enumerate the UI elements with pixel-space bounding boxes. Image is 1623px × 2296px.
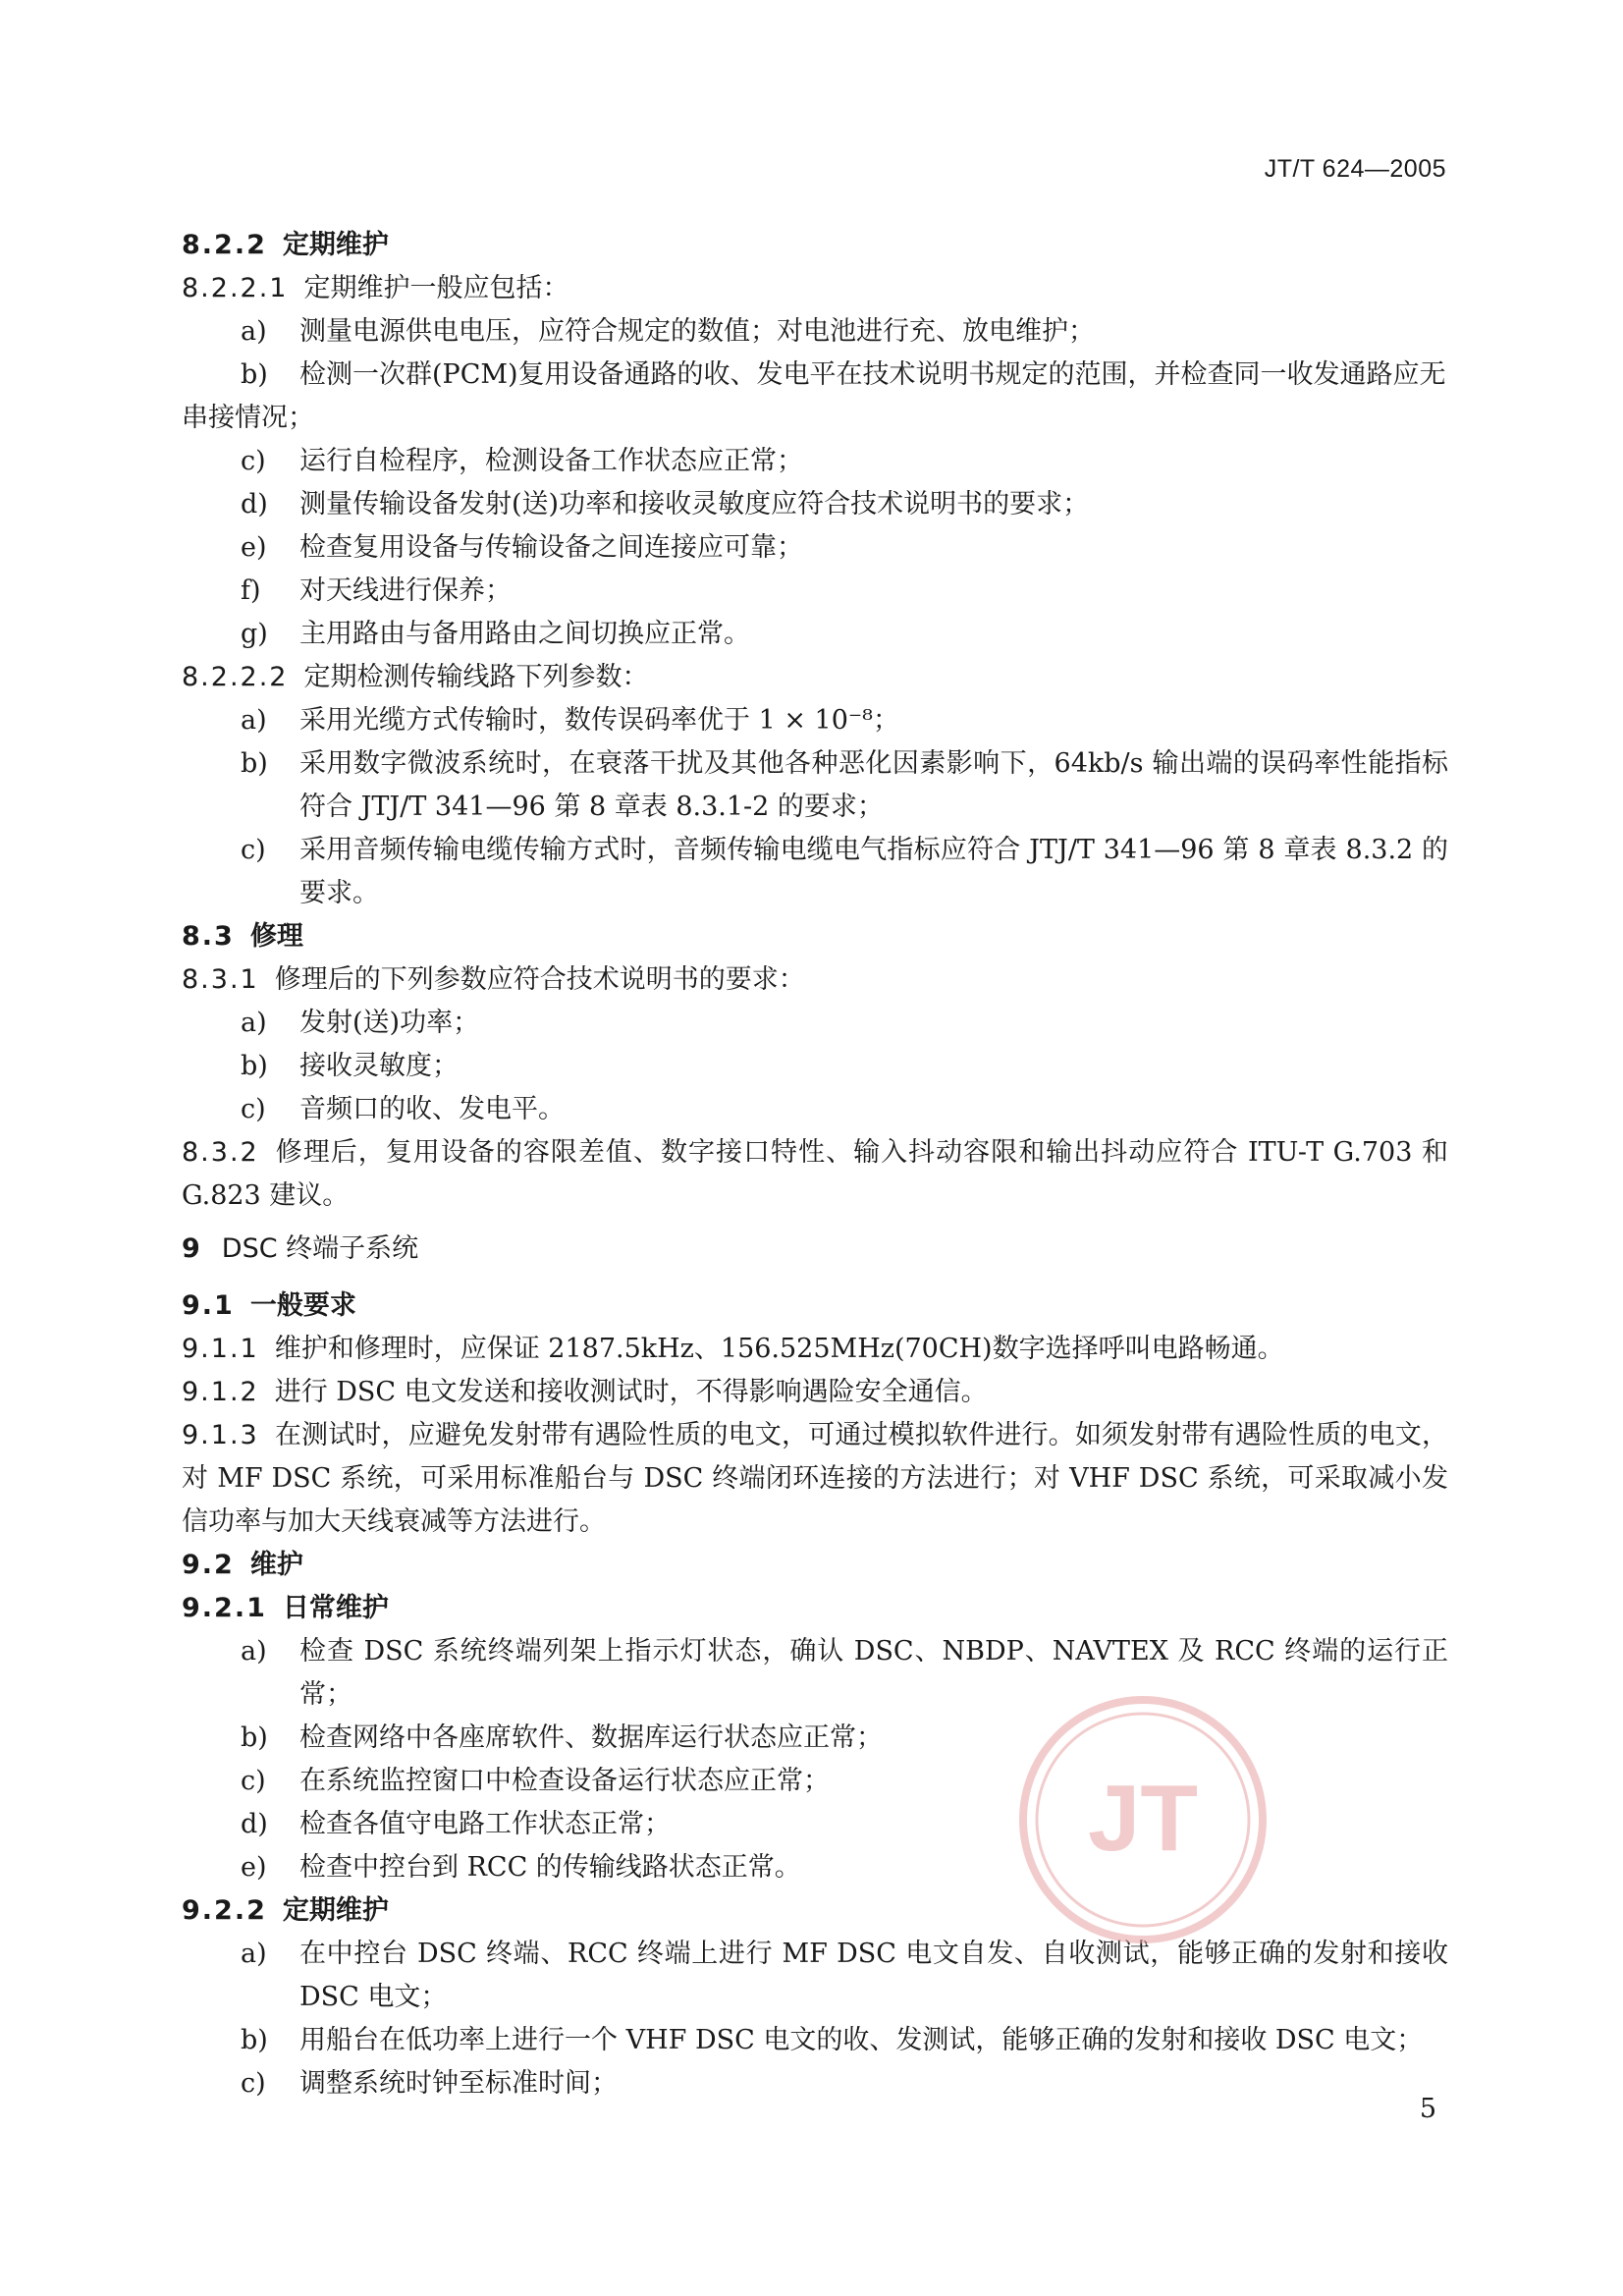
list-item bbox=[182, 1088, 1448, 1131]
list-item-text: 检查复用设备与传输设备之间连接应可靠； bbox=[299, 532, 803, 563]
list-item-marker: e) bbox=[241, 532, 267, 563]
list-item-text: 检查中控台到 RCC 的传输线路状态正常。 bbox=[299, 1852, 801, 1883]
list-item bbox=[182, 2019, 1448, 2062]
section-title: 修理 bbox=[249, 921, 303, 952]
list-item bbox=[182, 742, 1448, 829]
section-number: 9.2.2 bbox=[182, 1895, 267, 1926]
list-item-text: 主用路由与备用路由之间切换应正常。 bbox=[299, 619, 750, 649]
list-item bbox=[182, 699, 1448, 742]
list-item-text: 采用音频传输电缆传输方式时，音频传输电缆电气指标应符合 JTJ/T 341—96 第 8 章表 8.3.2 的要求。 bbox=[299, 835, 1448, 908]
list-item bbox=[182, 440, 1448, 483]
list-item bbox=[182, 354, 1448, 440]
section-title: 定期维护 bbox=[282, 230, 389, 260]
clause-text: 修理后的下列参数应符合技术说明书的要求： bbox=[274, 964, 805, 995]
section-number: 8.2.2 bbox=[182, 230, 267, 260]
clause-number: 8.2.2.1 bbox=[182, 273, 289, 303]
section-title: 一般要求 bbox=[249, 1290, 356, 1321]
clause-text: 定期检测传输线路下列参数： bbox=[303, 662, 649, 692]
list-item-marker: a) bbox=[241, 1008, 267, 1038]
list-item-text: 采用光缆方式传输时，数传误码率优于 1 × 10⁻⁸； bbox=[299, 705, 899, 736]
numbered-clause bbox=[182, 267, 1448, 310]
numbered-clause bbox=[182, 958, 1448, 1002]
clause-number: 8.3.2 bbox=[182, 1137, 259, 1168]
list-item-marker: b) bbox=[241, 359, 268, 390]
list-item-marker: c) bbox=[241, 2068, 266, 2099]
list-item-text: 检查网络中各座席软件、数据库运行状态应正常； bbox=[299, 1722, 883, 1753]
chapter-heading bbox=[182, 1228, 1448, 1271]
section-title: 日常维护 bbox=[282, 1593, 389, 1623]
list-item-text: 检查各值守电路工作状态正常； bbox=[299, 1809, 671, 1839]
section-number: 9.2 bbox=[182, 1550, 235, 1580]
list-item-marker: c) bbox=[241, 1094, 266, 1124]
clause-number: 9.1.3 bbox=[182, 1420, 259, 1450]
list-item bbox=[182, 2062, 1448, 2105]
list-item-marker: b) bbox=[241, 1722, 268, 1753]
list-item-text: 用船台在低功率上进行一个 VHF DSC 电文的收、发测试，能够正确的发射和接收 DSC 电文； bbox=[299, 2025, 1424, 2055]
list-item-text: 在系统监控窗口中检查设备运行状态应正常； bbox=[299, 1766, 830, 1796]
list-item-marker: d) bbox=[241, 1809, 268, 1839]
section-number: 8.3 bbox=[182, 921, 235, 952]
list-item bbox=[182, 829, 1448, 915]
list-item-marker: a) bbox=[241, 705, 267, 736]
list-item-marker: d) bbox=[241, 489, 268, 519]
list-item-text: 采用数字微波系统时，在衰落干扰及其他各种恶化因素影响下，64kb/s 输出端的误码率性能指标符合 JTJ/T 341—96 第 8 章表 8.3.1-2 的要求； bbox=[299, 748, 1448, 822]
list-item-text: 检测一次群(PCM)复用设备通路的收、发电平在技术说明书规定的范围，并检查同一收发通路应无串接情况； bbox=[182, 359, 1446, 433]
clause-text: 维护和修理时，应保证 2187.5kHz、156.525MHz(70CH)数字选择呼叫电路畅通。 bbox=[274, 1334, 1284, 1364]
list-item-marker: g) bbox=[241, 619, 268, 649]
list-item-marker: b) bbox=[241, 748, 268, 779]
clause-text: 进行 DSC 电文发送和接收测试时，不得影响遇险安全通信。 bbox=[274, 1377, 988, 1407]
clause-number: 9.1.1 bbox=[182, 1334, 259, 1364]
list-item-text: 音频口的收、发电平。 bbox=[299, 1094, 565, 1124]
section-heading bbox=[182, 1544, 1448, 1587]
clause-text: 定期维护一般应包括： bbox=[303, 273, 569, 303]
list-item-marker: c) bbox=[241, 446, 266, 476]
list-item-text: 调整系统时钟至标准时间； bbox=[299, 2068, 618, 2099]
numbered-clause bbox=[182, 1131, 1448, 1218]
list-item-text: 测量电源供电电压，应符合规定的数值；对电池进行充、放电维护； bbox=[299, 316, 1095, 347]
page-number: 5 bbox=[1419, 2094, 1436, 2124]
list-item-marker: c) bbox=[241, 1766, 266, 1796]
list-item-marker: c) bbox=[241, 835, 266, 865]
list-item-marker: a) bbox=[241, 316, 267, 347]
clause-text: 在测试时，应避免发射带有遇险性质的电文，可通过模拟软件进行。如须发射带有遇险性质的电文，对 MF DSC 系统，可采用标准船台与 DSC 终端闭环连接的方法进行；对 VHF DSC 系统，可采取减小发信功率与加大天线衰减等方法进行。 bbox=[182, 1420, 1448, 1537]
list-item-marker: b) bbox=[241, 2025, 268, 2055]
list-item-text: 对天线进行保养； bbox=[299, 575, 512, 606]
jt-seal-icon bbox=[1014, 1691, 1271, 1948]
list-item-marker: e) bbox=[241, 1852, 267, 1883]
list-item-marker: f) bbox=[241, 575, 261, 606]
chapter-number: 9 bbox=[182, 1233, 200, 1264]
list-item-text: 接收灵敏度； bbox=[299, 1051, 459, 1081]
numbered-clause bbox=[182, 1414, 1448, 1544]
clause-number: 8.3.1 bbox=[182, 964, 259, 995]
numbered-clause bbox=[182, 1328, 1448, 1371]
numbered-clause bbox=[182, 1371, 1448, 1414]
list-item bbox=[182, 310, 1448, 354]
document-code-header: JT/T 624—2005 bbox=[1264, 155, 1446, 183]
clause-number: 9.1.2 bbox=[182, 1377, 259, 1407]
section-heading bbox=[182, 224, 1448, 267]
list-item bbox=[182, 613, 1448, 656]
section-heading bbox=[182, 1285, 1448, 1328]
list-item bbox=[182, 570, 1448, 613]
chapter-title: DSC 终端子系统 bbox=[221, 1233, 419, 1264]
section-number: 9.1 bbox=[182, 1290, 235, 1321]
clause-number: 8.2.2.2 bbox=[182, 662, 289, 692]
numbered-clause bbox=[182, 656, 1448, 699]
list-item-text: 发射(送)功率； bbox=[299, 1008, 480, 1038]
list-item bbox=[182, 526, 1448, 570]
section-title: 维护 bbox=[249, 1550, 303, 1580]
list-item-text: 测量传输设备发射(送)功率和接收灵敏度应符合技术说明书的要求； bbox=[299, 489, 1090, 519]
section-heading bbox=[182, 915, 1448, 958]
list-item bbox=[182, 483, 1448, 526]
section-number: 9.2.1 bbox=[182, 1593, 267, 1623]
list-item-marker: a) bbox=[241, 1939, 267, 1969]
list-item-text: 检查 DSC 系统终端列架上指示灯状态，确认 DSC、NBDP、NAVTEX 及 RCC 终端的运行正常； bbox=[299, 1636, 1448, 1710]
section-title: 定期维护 bbox=[282, 1895, 389, 1926]
clause-text: 修理后，复用设备的容限差值、数字接口特性、输入抖动容限和输出抖动应符合 ITU-T G.703 和 G.823 建议。 bbox=[182, 1137, 1448, 1211]
list-item-marker: b) bbox=[241, 1051, 268, 1081]
list-item-text: 在中控台 DSC 终端、RCC 终端上进行 MF DSC 电文自发、自收测试，能够正确的发射和接收 DSC 电文； bbox=[299, 1939, 1448, 2012]
list-item-text: 运行自检程序，检测设备工作状态应正常； bbox=[299, 446, 803, 476]
section-heading bbox=[182, 1587, 1448, 1630]
list-item bbox=[182, 1002, 1448, 1045]
list-item bbox=[182, 1045, 1448, 1088]
svg-text:JT: JT bbox=[1087, 1766, 1199, 1871]
list-item-marker: a) bbox=[241, 1636, 267, 1667]
